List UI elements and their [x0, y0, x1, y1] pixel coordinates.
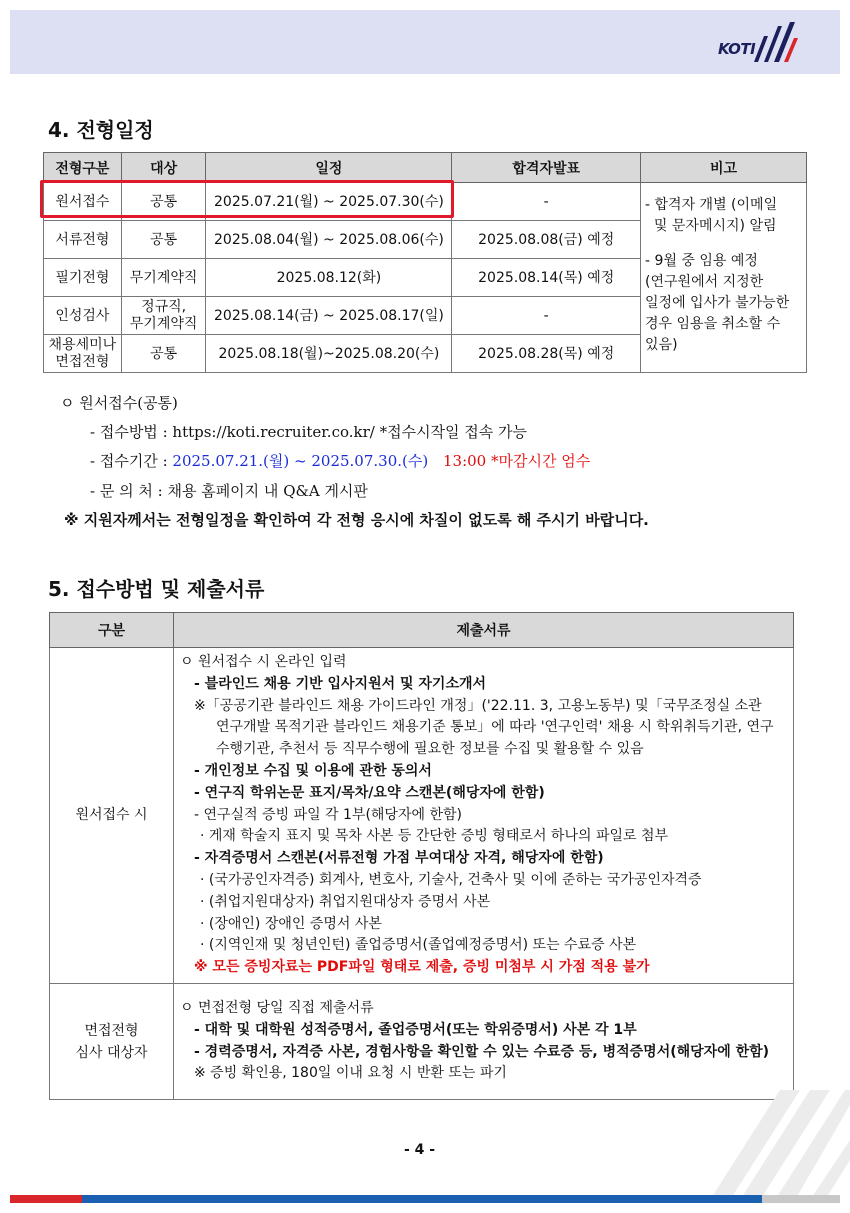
document-line: ※ 모든 증빙자료는 PDF파일 형태로 제출, 증빙 미첨부 시 가점 적용 불가 — [194, 959, 650, 976]
remark-line: 및 문자메시지) 알림 — [645, 218, 777, 234]
remark-line: (연구원에서 지정한 — [645, 274, 764, 290]
schedule-target-cell: 무기계약직 — [121, 259, 206, 297]
document-line: - 경력증명서, 자격증 사본, 경험사항을 확인할 수 있는 수료증 등, 병적증명서(해당자에 한함) — [194, 1043, 770, 1060]
method-line: - 접수방법 : https://koti.recruiter.co.kr/ *접수시작일 접속 가능 — [90, 423, 528, 441]
schedule-schedule-cell: 2025.08.04(월) ~ 2025.08.06(수) — [206, 221, 452, 259]
row-category: 면접전형 심사 대상자 — [50, 983, 174, 1099]
documents-row — [50, 648, 794, 984]
schedule-stage-cell: 채용세미나 면접전형 — [44, 335, 122, 373]
documents-header-row — [50, 613, 794, 648]
document-line: - 연구직 학위논문 표지/목차/요약 스캔본(해당자에 한함) — [194, 784, 545, 801]
logo-text: KOTI — [718, 40, 756, 58]
row-contents — [174, 648, 794, 984]
col-header: 대상 — [121, 153, 206, 183]
schedule-schedule-cell: 2025.08.14(금) ~ 2025.08.17(일) — [206, 297, 452, 335]
document-line: ※ 증빙 확인용, 180일 이내 요청 시 반환 또는 파기 — [194, 1065, 507, 1082]
period-deadline: 13:00 *마감시간 엄수 — [442, 452, 591, 470]
remark-line: - 9월 중 임용 예정 — [645, 253, 758, 269]
schedule-header-row — [44, 153, 807, 183]
document-line: 수행기관, 추천서 등 직무수행에 필요한 정보를 수집 및 활용할 수 있음 — [216, 741, 644, 758]
application-heading: ㅇ 원서접수(공통) — [60, 394, 178, 412]
remark-line: 일정에 입사가 불가능한 — [645, 295, 790, 311]
header-band — [10, 10, 840, 74]
document-line: - 대학 및 대학원 성적증명서, 졸업증명서(또는 학위증명서) 사본 각 1부 — [194, 1021, 637, 1038]
document-line: · (장애인) 장애인 증명서 사본 — [200, 915, 382, 932]
schedule-stage-cell: 서류전형 — [44, 221, 122, 259]
col-header: 전형구분 — [44, 153, 122, 183]
documents-row — [50, 983, 794, 1099]
schedule-target-cell: 공통 — [121, 183, 206, 221]
schedule-schedule-cell: 2025.08.18(월)~2025.08.20(수) — [206, 335, 452, 373]
schedule-stage-cell: 필기전형 — [44, 259, 122, 297]
col-header: 구분 — [50, 613, 174, 648]
document-line: ㅇ 면접전형 당일 직접 제출서류 — [180, 999, 374, 1016]
schedule-announce-cell: 2025.08.08(금) 예정 — [452, 221, 641, 259]
row-category: 원서접수 시 — [50, 648, 174, 984]
period-line: - 접수기간 : 2025.07.21.(월) ~ 2025.07.30.(수) 13:00 *마감시간 엄수 — [90, 452, 591, 470]
document-line: ※「공공기관 블라인드 채용 가이드라인 개정」('22.11. 3, 고용노동부) 및「국무조정실 소관 — [194, 697, 762, 714]
decorative-stripes — [700, 1050, 850, 1200]
footer-bar-blue — [82, 1195, 762, 1203]
document-line: ㅇ 원서접수 시 온라인 입력 — [180, 654, 347, 670]
schedule-schedule-cell: 2025.08.12(화) — [206, 259, 452, 297]
remark-line — [645, 237, 802, 251]
logo-slashes-icon — [748, 22, 798, 62]
remark-line: 있음) — [645, 337, 678, 353]
schedule-stage-cell: 원서접수 — [44, 183, 122, 221]
remark-line: 경우 임용을 취소할 수 — [645, 316, 781, 332]
schedule-target-cell: 공통 — [121, 335, 206, 373]
schedule-target-cell: 정규직, 무기계약직 — [121, 297, 206, 335]
col-header: 비고 — [641, 153, 807, 183]
remark-line: - 합격자 개별 (이메일 — [645, 197, 778, 213]
period-value: 2025.07.21.(월) ~ 2025.07.30.(수) — [172, 452, 429, 470]
section5-title: 5. 접수방법 및 제출서류 — [48, 577, 265, 601]
document-line: - 블라인드 채용 기반 입사지원서 및 자기소개서 — [194, 675, 487, 692]
col-header: 일정 — [206, 153, 452, 183]
schedule-stage-cell: 인성검사 — [44, 297, 122, 335]
schedule-schedule-cell: 2025.07.21(월) ~ 2025.07.30(수) — [206, 183, 452, 221]
remarks-cell — [641, 183, 807, 373]
schedule-announce-cell: - — [452, 183, 641, 221]
schedule-announce-cell: - — [452, 297, 641, 335]
koti-logo — [718, 22, 798, 64]
schedule-announce-cell: 2025.08.14(목) 예정 — [452, 259, 641, 297]
document-line: · (국가공인자격증) 회계사, 변호사, 기술사, 건축사 및 이에 준하는 국가공인자격증 — [200, 871, 702, 888]
footer-bar-red — [10, 1195, 82, 1203]
document-line: - 자격증명서 스캔본(서류전형 가점 부여대상 자격, 해당자에 한함) — [194, 850, 604, 867]
document-line: - 연구실적 증빙 파일 각 1부(해당자에 한함) — [194, 806, 462, 823]
document-line: - 개인정보 수집 및 이용에 관한 동의서 — [194, 762, 432, 779]
document-line: · (취업지원대상자) 취업지원대상자 증명서 사본 — [200, 893, 491, 910]
documents-table — [49, 612, 794, 1100]
highlight-box — [40, 180, 454, 218]
schedule-announce-cell: 2025.08.28(목) 예정 — [452, 335, 641, 373]
schedule-target-cell: 공통 — [121, 221, 206, 259]
document-line: · 게재 학술지 표지 및 목차 사본 등 간단한 증빙 형태로서 하나의 파일로 첨부 — [200, 828, 669, 845]
document-line: · (지역인재 및 청년인턴) 졸업증명서(졸업예정증명서) 또는 수료증 사본 — [200, 937, 637, 954]
method-url: https://koti.recruiter.co.kr/ *접수시작일 접속 가능 — [172, 423, 528, 441]
document-line: 연구개발 목적기관 블라인드 채용기준 통보」에 따라 '연구인력' 채용 시 학위취득기관, 연구 — [216, 719, 774, 736]
col-header: 합격자발표 — [452, 153, 641, 183]
footer-bar-gray — [762, 1195, 840, 1203]
warning-note: ※ 지원자께서는 전형일정을 확인하여 각 전형 응시에 차질이 없도록 해 주시기 바랍니다. — [64, 511, 649, 529]
page-number: - 4 - — [404, 1142, 436, 1158]
col-header: 제출서류 — [174, 613, 794, 648]
contact-line: - 문 의 처 : 채용 홈페이지 내 Q&A 게시판 — [90, 482, 368, 500]
section4-title: 4. 전형일정 — [48, 118, 154, 142]
